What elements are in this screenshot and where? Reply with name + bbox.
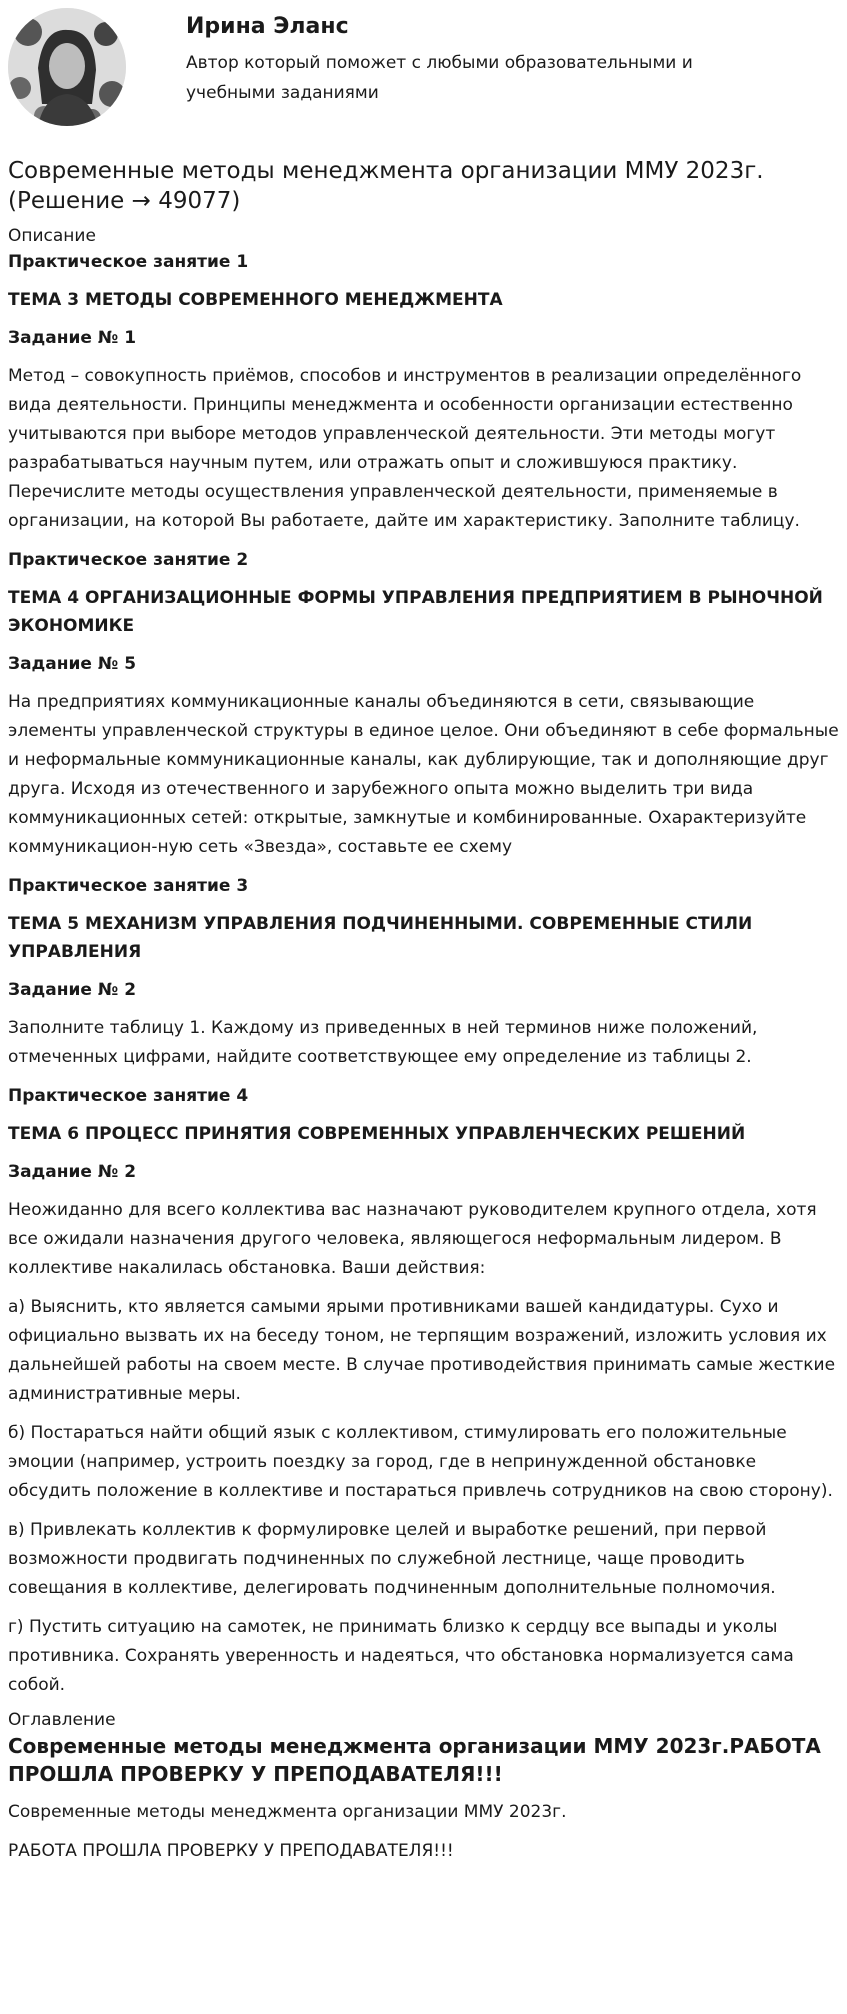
author-name[interactable]: Ирина Эланс xyxy=(186,14,349,39)
task-text-2a: Заполните таблицу 1. Каждому из приведенных в ней терминов ниже положений, отмеченных цифрами, найдите соответствующее ему определение из таблицы 2. xyxy=(8,1018,758,1067)
option-g: г) Пустить ситуацию на самотек, не принимать близко к сердцу все выпады и уколы противника. Сохранять уверенность и надеяться, что обстановка нормализуется сама собой. xyxy=(8,1617,794,1695)
option-b: б) Постараться найти общий язык с коллективом, стимулировать его положительные эмоции (например, устроить поездку за город, где в непринужденной обстановке обсудить положение в коллективе и постараться привлечь сотрудников на свою сторону). xyxy=(8,1423,833,1501)
description-label: Описание xyxy=(8,226,96,246)
task-text-2b: Неожиданно для всего коллектива вас назначают руководителем крупного отдела, хотя все ожидали назначения другого человека, являющегося неформальным лидером. В коллективе накалилась обстановка. Ваши действия: xyxy=(8,1200,817,1278)
toc-line-2: РАБОТА ПРОШЛА ПРОВЕРКУ У ПРЕПОДАВАТЕЛЯ!!! xyxy=(8,1841,454,1861)
practice-heading-3: Практическое занятие 3 xyxy=(8,876,249,896)
topic-heading-4: ТЕМА 4 ОРГАНИЗАЦИОННЫЕ ФОРМЫ УПРАВЛЕНИЯ ПРЕДПРИЯТИЕМ В РЫНОЧНОЙ ЭКОНОМИКЕ xyxy=(8,588,823,636)
task-heading-5: Задание № 5 xyxy=(8,654,137,674)
task-text-5: На предприятиях коммуникационные каналы объединяются в сети, связывающие элементы управленческой структуры в единое целое. Они объединяют в себе формальные и неформальные коммуникационные каналы, как дублирующие, так и дополняющие друг друга. Исходя из отечественного и зарубежного опыта можно выделить три вида коммуникационных сетей: открытые, замкнутые и комбинированные. Охарактеризуйте коммуникацион-ную сеть «Звезда», составьте ее схему xyxy=(8,692,839,857)
work-title: Современные методы менеджмента организации ММУ 2023г. (Решение → 49077) xyxy=(8,158,764,214)
task-text-1: Метод – совокупность приёмов, способов и инструментов в реализации определённого вида деятельности. Принципы менеджмента и особенности организации естественно учитываются при выборе методов управленческой деятельности. Эти методы могут разрабатываться научным путем, или отражать опыт и сложившуюся практику. Перечислите методы осуществления управленческой деятельности, применяемые в организации, на которой Вы работаете, дайте им характеристику. Заполните таблицу. xyxy=(8,366,802,531)
practice-heading-1: Практическое занятие 1 xyxy=(8,252,249,272)
topic-heading-3: ТЕМА 3 МЕТОДЫ СОВРЕМЕННОГО МЕНЕДЖМЕНТА xyxy=(8,290,503,310)
author-card xyxy=(8,8,839,126)
toc-line-1: Современные методы менеджмента организации ММУ 2023г. xyxy=(8,1802,567,1822)
author-info xyxy=(186,8,786,108)
avatar-image xyxy=(8,8,126,126)
author-description: Автор который поможет с любыми образовательными и учебными заданиями xyxy=(186,53,693,103)
topic-heading-6: ТЕМА 6 ПРОЦЕСС ПРИНЯТИЯ СОВРЕМЕННЫХ УПРАВЛЕНЧЕСКИХ РЕШЕНИЙ xyxy=(8,1124,746,1144)
author-avatar[interactable] xyxy=(8,8,126,126)
practice-heading-4: Практическое занятие 4 xyxy=(8,1086,249,1106)
description-content xyxy=(8,248,839,1700)
toc-label: Оглавление xyxy=(8,1710,116,1730)
option-v: в) Привлекать коллектив к формулировке целей и выработке решений, при первой возможности продвигать подчиненных по служебной лестнице, чаще проводить совещания в коллективе, делегировать подчиненным дополнительные полномочия. xyxy=(8,1520,776,1598)
topic-heading-5: ТЕМА 5 МЕХАНИЗМ УПРАВЛЕНИЯ ПОДЧИНЕННЫМИ. СОВРЕМЕННЫЕ СТИЛИ УПРАВЛЕНИЯ xyxy=(8,914,753,962)
task-heading-2a: Задание № 2 xyxy=(8,980,137,1000)
task-heading-2b: Задание № 2 xyxy=(8,1162,137,1182)
practice-heading-2: Практическое занятие 2 xyxy=(8,550,249,570)
option-a: а) Выяснить, кто является самыми ярыми противниками вашей кандидатуры. Сухо и официально вызвать их на беседу тоном, не терпящим возражений, изложить условия их дальнейшей работы на своем месте. В случае противодействия принимать самые жесткие административные меры. xyxy=(8,1297,836,1404)
task-heading-1: Задание № 1 xyxy=(8,328,137,348)
toc-title: Современные методы менеджмента организации ММУ 2023г.РАБОТА ПРОШЛА ПРОВЕРКУ У ПРЕПОДАВАТЕЛЯ!!! xyxy=(8,1734,821,1786)
